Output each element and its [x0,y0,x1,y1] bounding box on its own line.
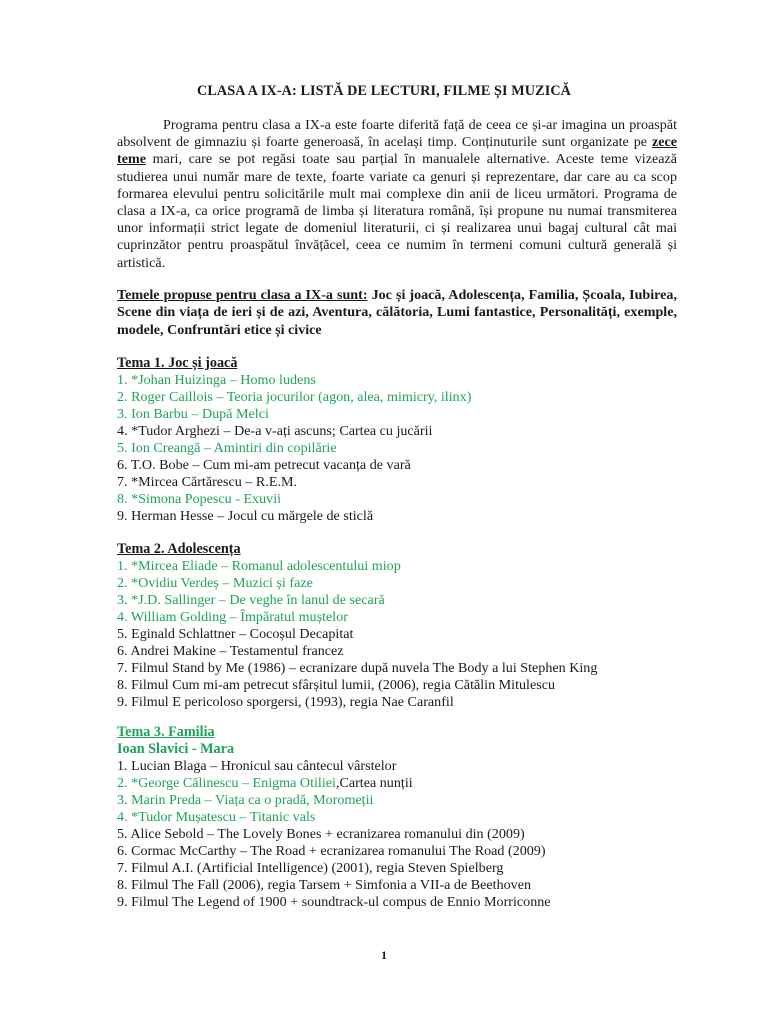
intro-paragraph [117,117,677,272]
list-item: 6. Cormac McCarthy – The Road + ecranizarea romanului The Road (2009) [117,843,546,859]
tema-2-list [117,558,697,711]
intro-emphasis: zece teme [117,134,677,168]
intro-text-before: Programa pentru clasa a IX-a este foarte diferită față de ceea ce și-ar imagina un proaspăt absolvent de gimnaziu și foarte generoasă, în același timp. Conținuturile sunt organizate pe [117,117,677,151]
list-item: 3. *J.D. Sallinger – De veghe în lanul de secară [117,592,385,608]
list-item-tail: ,Cartea nunții [335,775,413,791]
list-item: 4. *Tudor Arghezi – De-a v-ați ascuns; Cartea cu jucării [117,423,433,439]
list-item: 7. Filmul A.I. (Artificial Intelligence) (2001), regia Steven Spielberg [117,860,504,876]
list-item: 4. William Golding – Împăratul muștelor [117,609,348,625]
tema-2-section [117,541,697,711]
list-item: 8. Filmul Cum mi-am petrecut sfârșitul lumii, (2006), regia Cătălin Mitulescu [117,677,556,693]
list-item: 2. Roger Caillois – Teoria jocurilor (agon, alea, mimicry, ilinx) [117,389,472,405]
list-item: 7. *Mircea Cărtărescu – R.E.M. [117,474,298,490]
list-item: 6. T.O. Bobe – Cum mi-am petrecut vacanța de vară [117,457,411,473]
themes-paragraph [117,287,677,339]
themes-list: Joc și joacă, Adolescența, Familia, Școala, Iubirea, Scene din viața de ieri și de azi, Aventura, călătoria, Lumi fantastice, Personalități, exemple, modele, Confruntări etice și civice [117,287,677,338]
list-item: 3. Ion Barbu – După Melci [117,406,269,422]
list-item: 8. *Simona Popescu - Exuvii [117,491,282,507]
intro-text-after: mari, care se pot regăsi toate sau parțial în manualele alternative. Aceste teme vizează studierea unui număr mare de texte, foarte variate ca genuri și reprezentare, dar care au ca scop formarea elevului pentru solicitările mult mai complexe din anii de liceu următori. Programa de clasa a IX-a, ca orice programă de limba și literatura română, își propune nu numai transmiterea unor informații strict legate de domeniul literaturii, ci și realizarea unui bagaj cultural cât mai cuprinzător pentru proaspătul învățăcel, ceea ce numim în termeni comuni cultură generală și artistică. [117,151,677,271]
list-item: 1. Lucian Blaga – Hronicul sau cântecul vârstelor [117,758,397,774]
list-item: 6. Andrei Makine – Testamentul francez [117,643,344,659]
list-item: 4. *Tudor Mușatescu – Titanic vals [117,809,316,825]
list-item: 9. Herman Hesse – Jocul cu mărgele de sticlă [117,508,374,524]
list-item: 7. Filmul Stand by Me (1986) – ecranizare după nuvela The Body a lui Stephen King [117,660,598,676]
list-item: 3. Marin Preda – Viața ca o pradă, Moromeții [117,792,374,808]
tema-3-section [117,724,697,911]
tema-1-list [117,372,697,525]
list-item-text: 2. *George Călinescu – Enigma Otiliei [117,775,336,791]
list-item: 9. Filmul E pericoloso sporgersi, (1993), regia Nae Caranfil [117,694,454,710]
tema-2-title: Tema 2. Adolescența [117,541,241,557]
list-item: 5. Eginald Schlattner – Cocoșul Decapitat [117,626,354,642]
list-item: 5. Alice Sebold – The Lovely Bones + ecranizarea romanului din (2009) [117,826,525,842]
page-number: 1 [381,948,387,962]
page-title: CLASA A IX-A: LISTĂ DE LECTURI, FILME ȘI MUZICĂ [196,83,572,99]
list-item: 1. *Mircea Eliade – Romanul adolescentului miop [117,558,401,574]
list-item: 2. *Ovidiu Verdeș – Muzici și faze [117,575,313,591]
list-item: 9. Filmul The Legend of 1900 + soundtrack-ul compus de Ennio Morriconne [117,894,551,910]
tema-1-section [117,355,697,525]
tema-3-subtitle: Ioan Slavici - Mara [117,741,235,757]
themes-label: Temele propuse pentru clasa a IX-a sunt: [117,287,368,303]
list-item: 8. Filmul The Fall (2006), regia Tarsem + Simfonia a VII-a de Beethoven [117,877,532,893]
tema-3-list [117,758,697,911]
list-item [117,775,697,792]
tema-3-title: Tema 3. Familia [117,724,215,740]
tema-1-title: Tema 1. Joc și joacă [117,355,238,371]
list-item: 1. *Johan Huizinga – Homo ludens [117,372,316,388]
list-item: 5. Ion Creangă – Amintiri din copilărie [117,440,337,456]
